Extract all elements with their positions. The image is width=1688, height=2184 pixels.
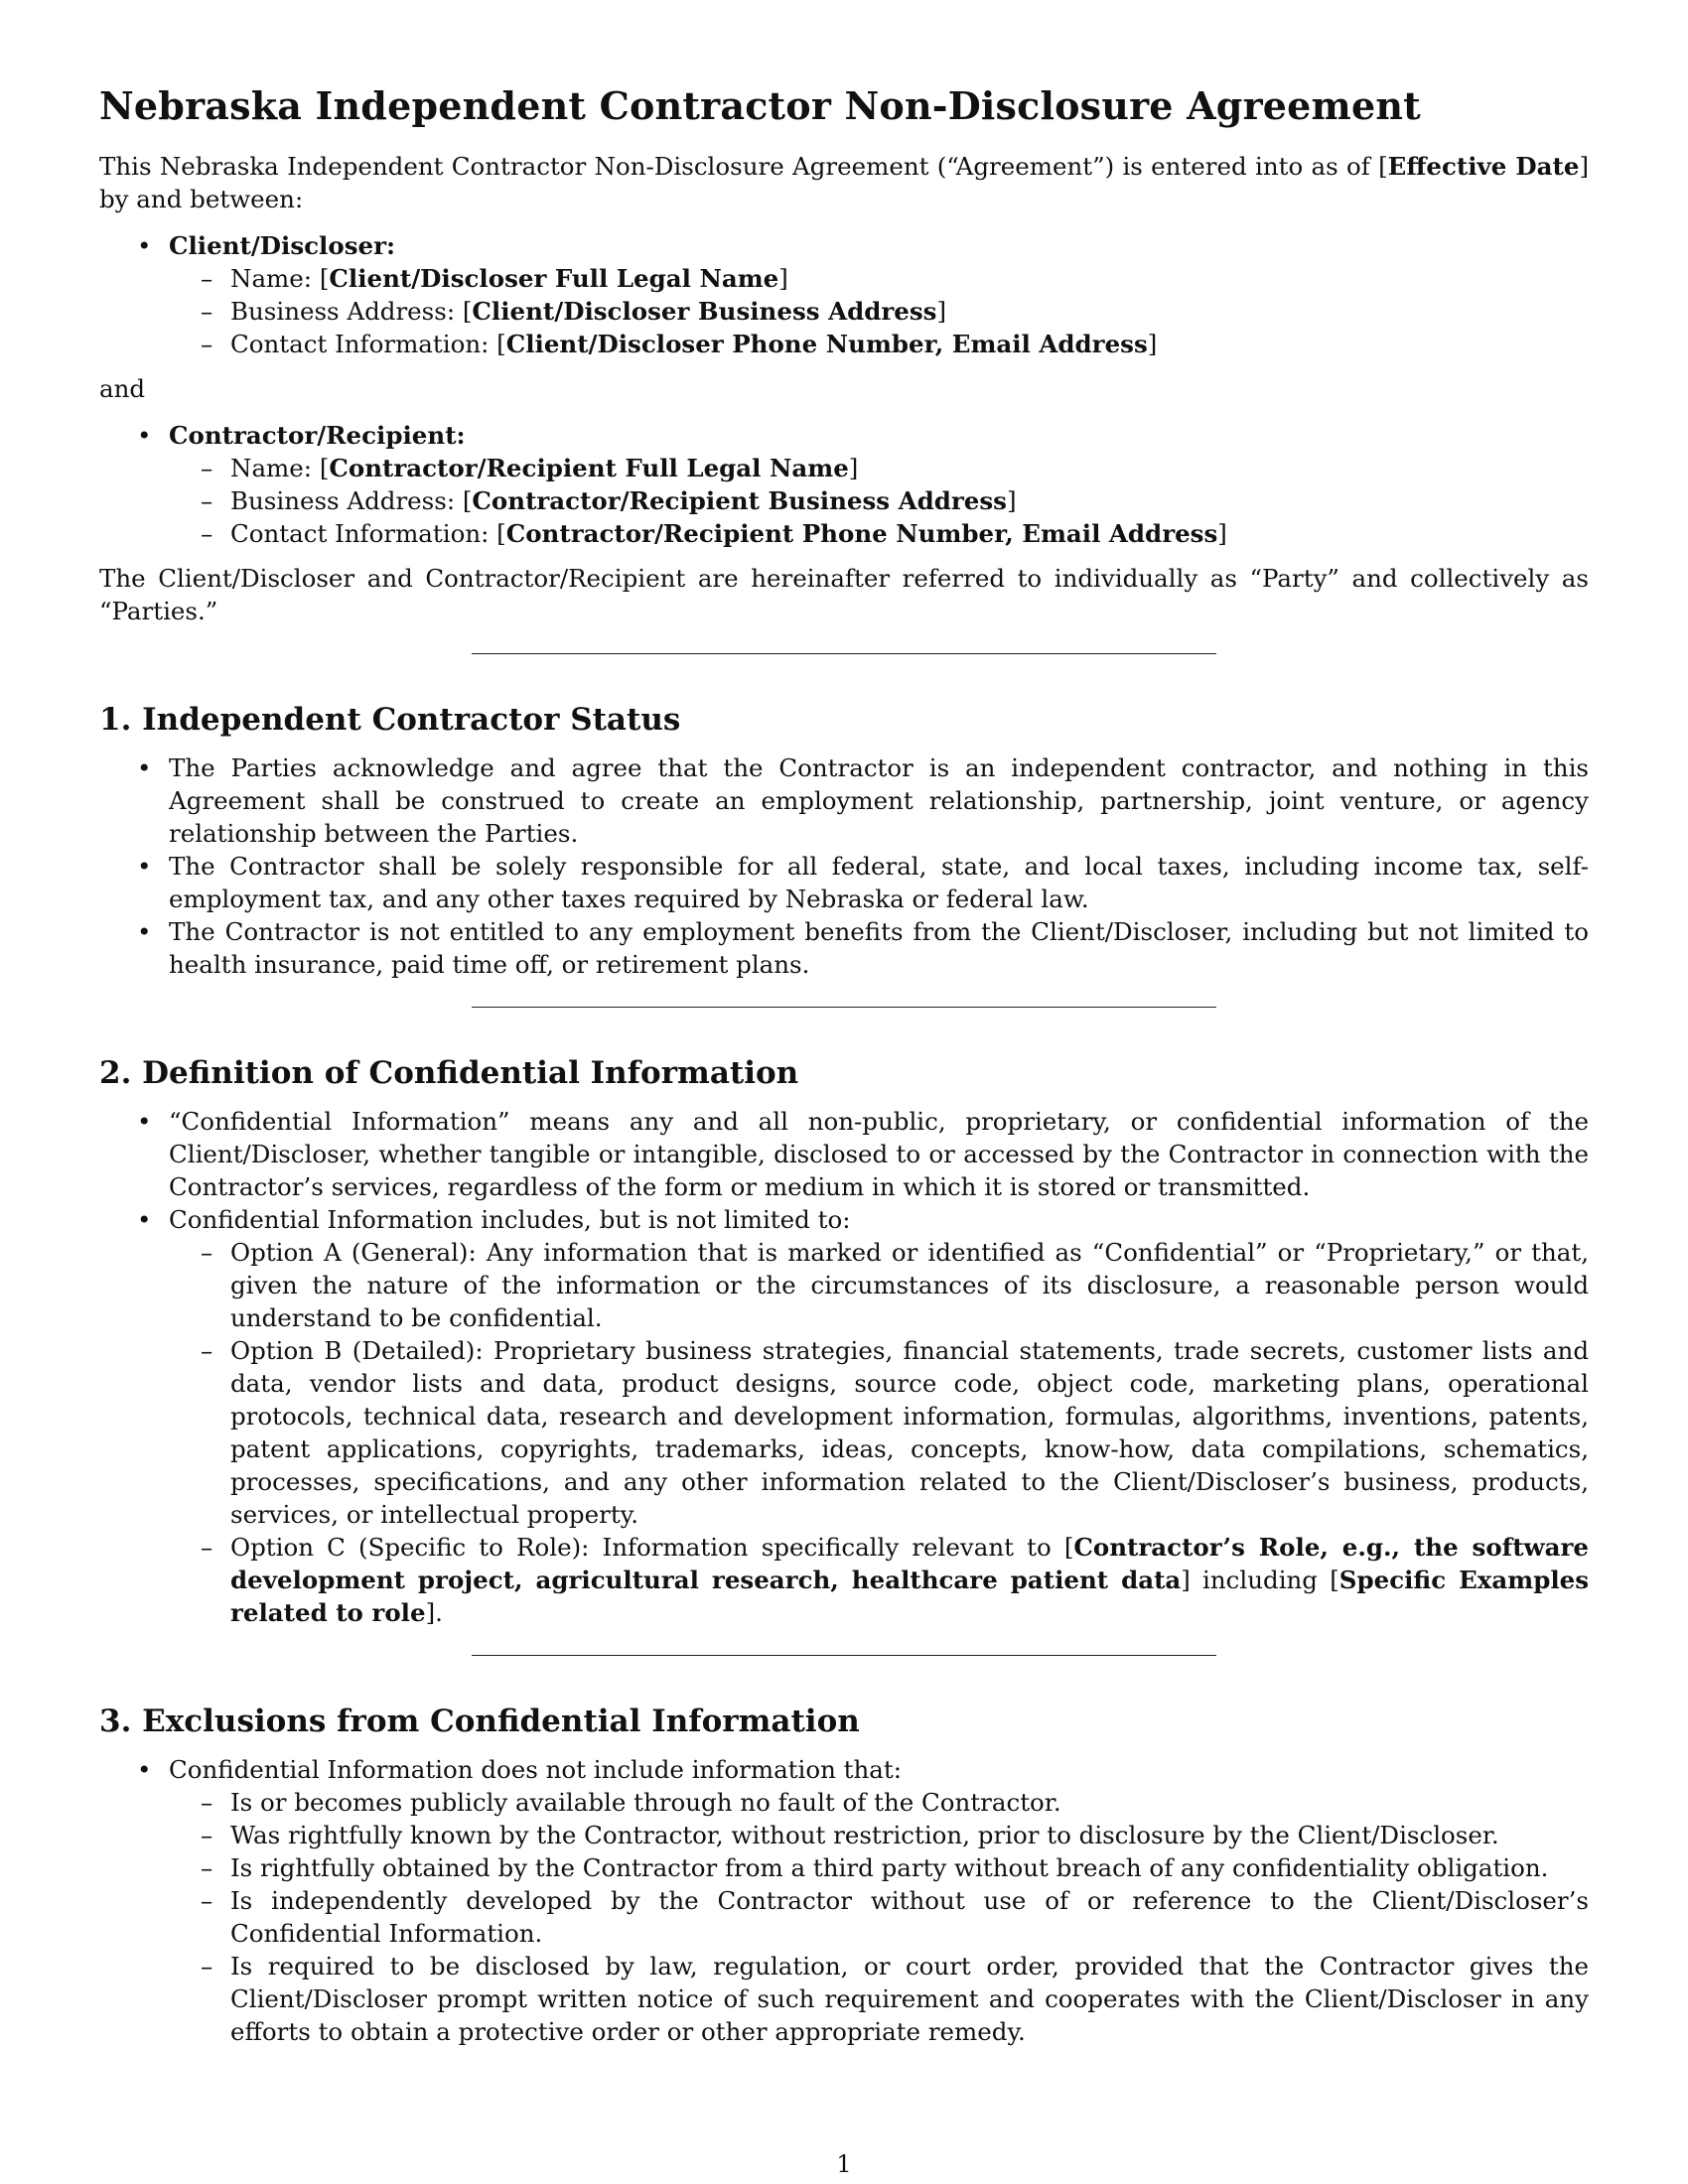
contractor-party-item bbox=[99, 419, 1589, 550]
exclusion-item: – Is or becomes publicly available through no fault of the Contractor. bbox=[169, 1786, 1589, 1819]
document-title: Nebraska Independent Contractor Non-Disclosure Agreement bbox=[99, 83, 1421, 128]
contractor-name-line: – Name: [Contractor/Recipient Full Legal Name] bbox=[169, 452, 1589, 484]
exclusion-item: – Was rightfully known by the Contractor, without restriction, prior to disclosure by the Client/Discloser. bbox=[169, 1819, 1589, 1851]
client-party-item bbox=[99, 229, 1589, 360]
option-a-item: – Option A (General): Any information that is marked or identified as “Confidential” or “Proprietary,” or that, given the nature of the information or the circumstances of its disclosure, a reasonable person would understand to be confidential. bbox=[169, 1236, 1589, 1334]
contractor-party-list bbox=[99, 419, 1589, 550]
contractor-contact-line: – Contact Information: [Contractor/Recipient Phone Number, Email Address] bbox=[169, 517, 1589, 550]
section-divider bbox=[472, 1655, 1216, 1656]
list-item: • Confidential Information includes, but is not limited to: – Option A (General): Any information that is marked or identified as “Confidential” or “Proprietary,” or that, given the nature of the information or the circumstances of its disclosure, a reasonable person would understand to be confidential. – Option B (Detailed): Proprietary business strategies, financial statements, trade secrets, customer lists and data, vendor lists and data, product designs, source code, object code, marketing plans, operational protocols, technical data, research and development information, formulas, algorithms, inventions, patents, patent applications, copyrights, trademarks, ideas, concepts, know-how, data compilations, schematics, processes, specifications, and any other information related to the Client/Discloser’s business, products, services, or intellectual property. – Option C (Specific to Role): Information specifically relevant to [Contractor’s Role, e.g., the software development project, agricultural research, healthcare patient data] including [Specific Examples related to role]. bbox=[99, 1203, 1589, 1629]
page-number: 1 bbox=[836, 2150, 852, 2178]
section-divider bbox=[472, 653, 1216, 654]
exclusion-item: – Is required to be disclosed by law, regulation, or court order, provided that the Contractor gives the Client/Discloser prompt written notice of such requirement and cooperates with the Client/Discloser in any efforts to obtain a protective order or other appropriate remedy. bbox=[169, 1950, 1589, 2048]
exclusion-item: – Is rightfully obtained by the Contractor from a third party without breach of any confidentiality obligation. bbox=[169, 1851, 1589, 1884]
list-item: • Confidential Information does not include information that: – Is or becomes publicly available through no fault of the Contractor. – Was rightfully known by the Contractor, without restriction, prior to disclosure by the Client/Discloser. – Is rightfully obtained by the Contractor from a third party without breach of any confidentiality obligation. – Is independently developed by the Contractor without use of or reference to the Client/Discloser’s Confidential Information. – Is required to be disclosed by law, regulation, or court order, provided that the Contractor gives the Client/Discloser prompt written notice of such requirement and cooperates with the Client/Discloser in any efforts to obtain a protective order or other appropriate remedy. bbox=[99, 1753, 1589, 2048]
and-word: and bbox=[99, 374, 146, 403]
document-page bbox=[99, 83, 1589, 2060]
option-c-item: – Option C (Specific to Role): Information specifically relevant to [Contractor’s Role, e.g., the software development project, agricultural research, healthcare patient data] including [Specific Examples related to role]. bbox=[169, 1531, 1589, 1629]
section-3-heading: 3. Exclusions from Confidential Information bbox=[99, 1704, 860, 1739]
section-1-heading: 1. Independent Contractor Status bbox=[99, 702, 681, 738]
client-address-line: – Business Address: [Client/Discloser Business Address] bbox=[169, 295, 1589, 328]
list-item: • “Confidential Information” means any and all non-public, proprietary, or confidential information of the Client/Discloser, whether tangible or intangible, disclosed to or accessed by the Contractor in connection with the Contractor’s services, regardless of the form or medium in which it is stored or transmitted. bbox=[99, 1105, 1589, 1203]
section-2-heading: 2. Definition of Confidential Information bbox=[99, 1055, 799, 1091]
list-item: • The Contractor shall be solely responsible for all federal, state, and local taxes, including income tax, self-employment tax, and any other taxes required by Nebraska or federal law. bbox=[99, 850, 1589, 915]
list-item: • The Contractor is not entitled to any employment benefits from the Client/Discloser, including but not limited to health insurance, paid time off, or retirement plans. bbox=[99, 915, 1589, 981]
effective-date-placeholder: Effective Date bbox=[1387, 152, 1580, 181]
client-contact-line: – Contact Information: [Client/Discloser Phone Number, Email Address] bbox=[169, 328, 1589, 360]
section-divider bbox=[472, 1007, 1216, 1008]
exclusion-item: – Is independently developed by the Contractor without use of or reference to the Client/Discloser’s Confidential Information. bbox=[169, 1884, 1589, 1950]
section-1-list bbox=[99, 751, 1589, 981]
contractor-address-line: – Business Address: [Contractor/Recipient Business Address] bbox=[169, 484, 1589, 517]
contractor-heading: • Contractor/Recipient: bbox=[169, 421, 466, 450]
option-b-item: – Option B (Detailed): Proprietary business strategies, financial statements, trade secrets, customer lists and data, vendor lists and data, product designs, source code, object code, marketing plans, operational protocols, technical data, research and development information, formulas, algorithms, inventions, patents, patent applications, copyrights, trademarks, ideas, concepts, know-how, data compilations, schematics, processes, specifications, and any other information related to the Client/Discloser’s business, products, services, or intellectual property. bbox=[169, 1334, 1589, 1531]
client-party-list bbox=[99, 229, 1589, 360]
list-item: • The Parties acknowledge and agree that the Contractor is an independent contractor, and nothing in this Agreement shall be construed to create an employment relationship, partnership, joint venture, or agency relationship between the Parties. bbox=[99, 751, 1589, 850]
section-3-list bbox=[99, 1753, 1589, 2048]
intro-paragraph: This Nebraska Independent Contractor Non-Disclosure Agreement (“Agreement”) is entered into as of [Effective Date] by and between: bbox=[99, 152, 1589, 213]
client-name-line: – Name: [Client/Discloser Full Legal Name] bbox=[169, 262, 1589, 295]
section-2-list bbox=[99, 1105, 1589, 1629]
parties-paragraph: The Client/Discloser and Contractor/Recipient are hereinafter referred to individually as “Party” and collectively as “Parties.” bbox=[99, 564, 1589, 625]
client-heading: • Client/Discloser: bbox=[169, 231, 396, 260]
